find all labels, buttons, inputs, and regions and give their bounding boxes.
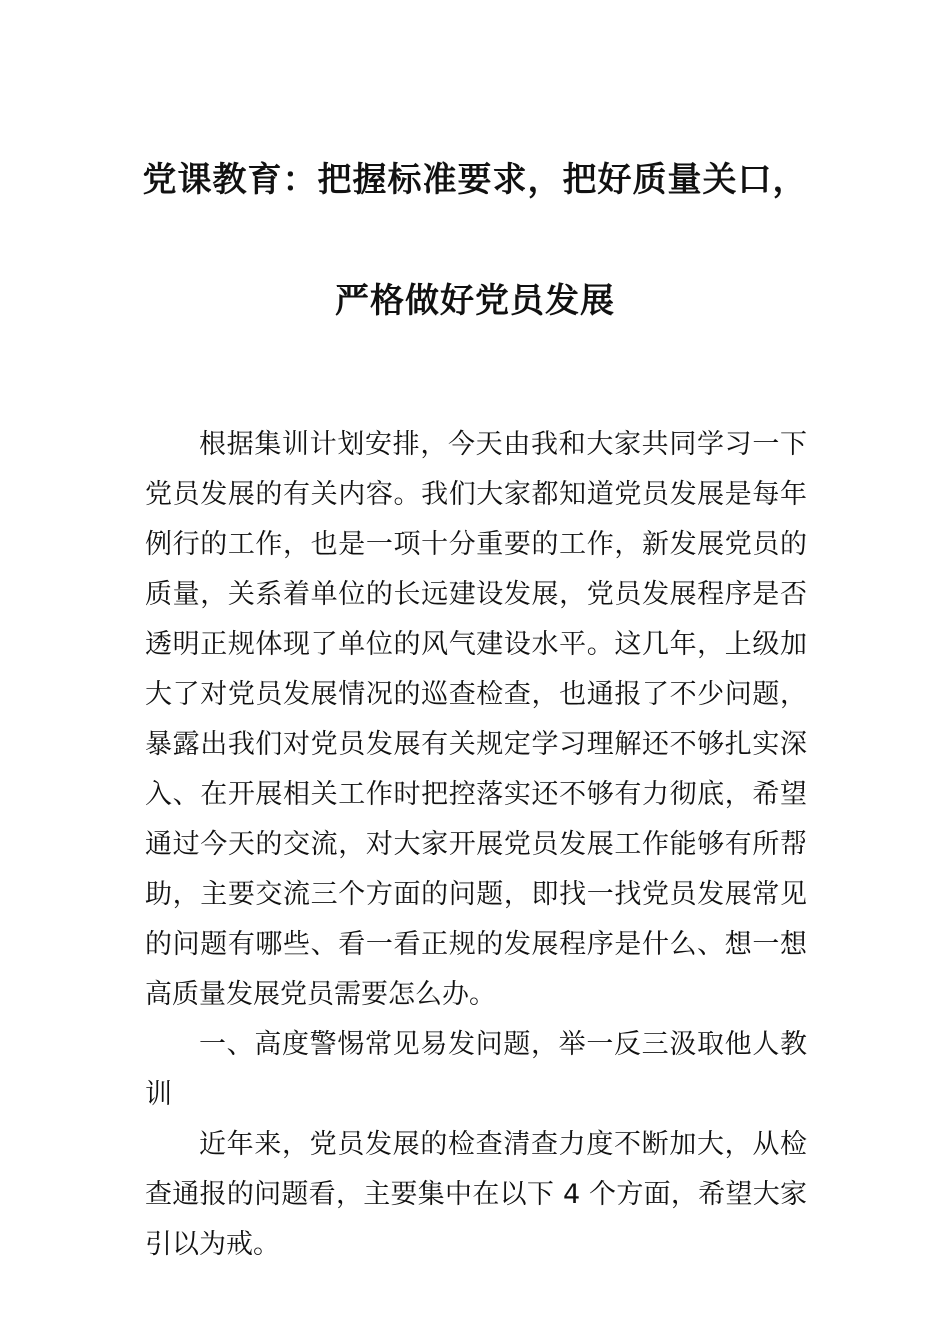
section-paragraph-1: 近年来，党员发展的检查清查力度不断加大，从检查通报的问题看，主要集中在以下 4 个方面，希望大家引以为戒。	[145, 1129, 807, 1260]
section-heading-1: 一、高度警惕常见易发问题，举一反三汲取他人教训	[145, 1029, 807, 1110]
document-body	[145, 420, 807, 1270]
document-title-line-1: 党课教育：把握标准要求，把好质量关口，	[142, 160, 808, 200]
intro-paragraph: 根据集训计划安排，今天由我和大家共同学习一下党员发展的有关内容。我们大家都知道党员发展是每年例行的工作，也是一项十分重要的工作，新发展党员的质量，关系着单位的长远建设发展，党员发展程序是否透明正规体现了单位的风气建设水平。这几年，上级加大了对党员发展情况的巡查检查，也通报了不少问题，暴露出我们对党员发展有关规定学习理解还不够扎实深入、在开展相关工作时把控落实还不够有力彻底，希望通过今天的交流，对大家开展党员发展工作能够有所帮助，主要交流三个方面的问题，即找一找党员发展常见的问题有哪些、看一看正规的发展程序是什么、想一想高质量发展党员需要怎么办。	[145, 429, 807, 1010]
document-title-line-2: 严格做好党员发展	[335, 281, 615, 321]
